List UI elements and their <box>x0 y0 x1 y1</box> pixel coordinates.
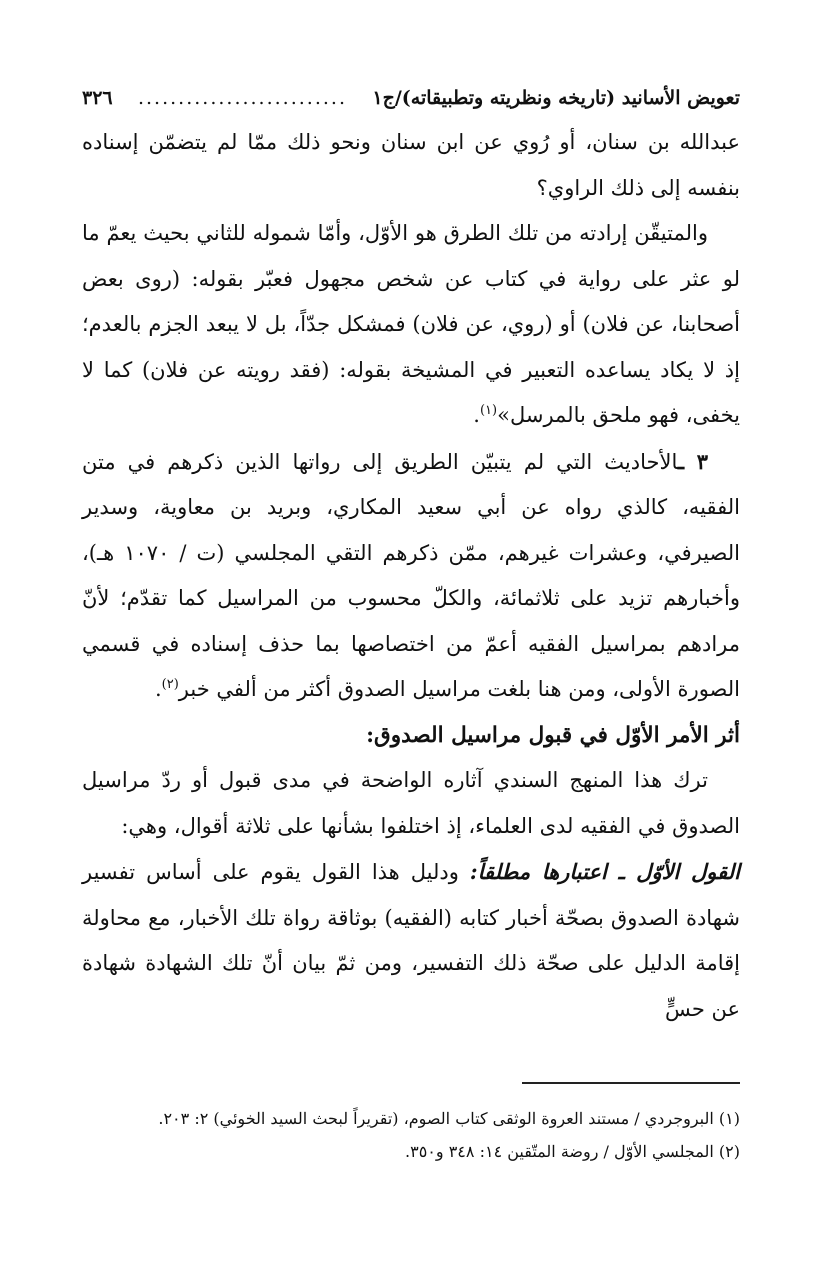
section-heading: أثر الأمر الأوّل في قبول مراسيل الصدوق: <box>366 722 740 748</box>
footnote-ref-1[interactable]: (١) <box>479 403 498 418</box>
item-number: ٣ ـ <box>677 448 708 474</box>
running-header <box>82 78 740 118</box>
footnote-2: (٢) المجلسي الأوّل / روضة المتّقين ١٤: ٣٤٨ و٣٥٠. <box>405 1142 740 1161</box>
footnotes <box>82 1082 740 1168</box>
paragraph-text: والمتيقّن إرادته من تلك الطرق هو الأوّل، وأمّا شموله للثاني بحيث يعمّ ما لو عثر على رواية في كتاب عن شخص مجهول فعبّر بقوله: (روى بعض أصحابنا، عن فلان) أو (روي، عن فلان) فمشكل جدّاً، بل لا يبعد الجزم بالعدم؛ إذ لا يكاد يساعده التعبير في المشيخة بقوله: (فقد رويته عن فلان) كما لا يخفى، فهو ملحق بالمرسل» <box>82 221 740 427</box>
running-title: تعويض الأسانيد (تاريخه ونظريته وتطبيقاته)/ج١ <box>372 87 740 109</box>
footnote-separator <box>522 1082 740 1084</box>
header-leader-dots: .......................... <box>137 87 347 109</box>
paragraph-text: ترك هذا المنهج السندي آثاره الواضحة في مدى قبول أو ردّ مراسيل الصدوق في الفقيه لدى العلماء، إذ اختلفوا بشأنها على ثلاثة أقوال، وهي: <box>82 768 740 838</box>
paragraph-certainty <box>82 211 740 439</box>
paragraph-end: . <box>154 677 162 701</box>
paragraph-end: . <box>473 403 480 427</box>
book-page <box>82 78 740 1228</box>
paragraph-effect <box>82 758 740 849</box>
footnote-ref-2[interactable]: (٢) <box>161 677 179 692</box>
page-number: ٣٢٦ <box>82 87 113 109</box>
paragraph-item-3 <box>82 439 740 713</box>
main-text <box>82 120 740 1032</box>
footnote-1: (١) البروجردي / مستند العروة الوثقى كتاب الصوم، (تقريراً لبحث السيد الخوئي) ٢: ٢٠٣. <box>158 1109 740 1128</box>
paragraph-continuation <box>82 120 740 211</box>
paragraph-text: ودليل هذا القول يقوم على أساس تفسير شهادة الصدوق بصحّة أخبار كتابه (الفقيه) بوثاقة رواة تلك الأخبار، مع محاولة إقامة الدليل على صحّة ذلك التفسير، ومن ثمّ بيان أنّ تلك الشهادة شهادة عن حسٍّ <box>82 860 740 1021</box>
opinion-term: القول الأوّل ـ اعتبارها مطلقاً: <box>469 859 740 884</box>
paragraph-first-opinion <box>82 849 740 1032</box>
paragraph-text: الأحاديث التي لم يتبيّن الطريق إلى رواتها الذين ذكرهم في متن الفقيه، كالذي رواه عن أبي سعيد المكاري، وبريد بن معاوية، وسدير الصيرفي، وعشرات غيرهم، ممّن ذكرهم التقي المجلسي (ت / ١٠٧٠ هـ)، وأخبارهم تزيد على ثلاثمائة، والكلّ محسوب من المراسيل كما تقدّم؛ لأنّ مرادهم بمراسيل الفقيه أعمّ من اختصاصها بما حذف إسناده في قسمي الصورة الأولى، ومن هنا بلغت مراسيل الصدوق أكثر من ألفي خبر <box>82 449 741 701</box>
paragraph-text: عبدالله بن سنان، أو رُوي عن ابن سنان ونحو ذلك ممّا لم يتضمّن إسناده بنفسه إلى ذلك الراوي؟ <box>82 130 740 200</box>
